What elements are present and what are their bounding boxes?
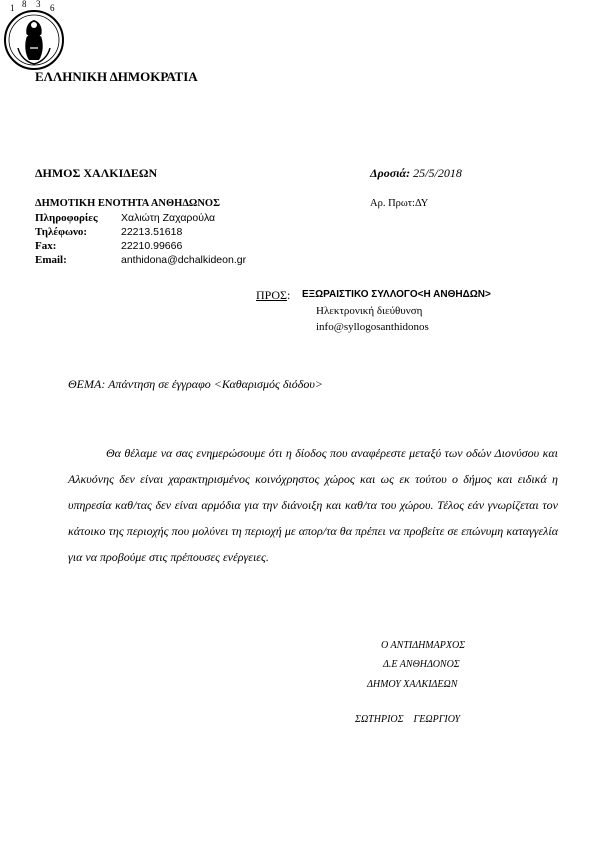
contact-value: anthidona@dchalkideon.gr [121,254,247,266]
recipient-email: info@syllogosanthidonos [316,321,429,333]
contact-value: 22210.99666 [121,240,183,252]
municipal-seal [0,0,68,72]
letter-body: Θα θέλαμε να σας ενημερώσουμε ότι η δίοδος που αναφέρεστε μεταξύ των οδών Διονύσου και Αλκυόνης δεν είναι χαρακτηρισμένος κοινόχρηστος χώρος και ως εκ τούτου ο δήμος και ειδικά η υπηρεσία καθ/τας δεν είναι αρμόδια για την διάνοιξη και καθ/τα του χώρου. Τέλος εάν γνωρίζεται τον κάτοικο της περιοχής που μολύνει τη περιοχή με απορ/τα θα πρέπει να προβείτε σε επώνυμη καταγγελία για να προβούμε στις πρέπουσες ενέργειες. [68,446,558,564]
date-label: Δροσιά: [370,166,411,180]
subject-line: ΘΕΜΑ: Απάντηση σε έγγραφο <Καθαρισμός διόδου> [68,377,323,391]
country-heading: ΕΛΛΗΝΙΚΗ ΔΗΜΟΚΡΑΤΙΑ [35,69,198,84]
signature-municipality: ΔΗΜΟΥ ΧΑΛΚΙΔΕΩΝ [367,679,458,690]
date-value: 25/5/2018 [413,166,462,180]
svg-text:1: 1 [10,3,15,13]
protocol-number: Αρ. Πρωτ:ΔΥ [370,198,429,209]
municipality-heading: ΔΗΜΟΣ ΧΑΛΚΙΔΕΩΝ [35,166,158,180]
contact-row-phone [35,226,182,238]
contact-row-fax [35,240,182,252]
contact-label: Fax: [35,240,57,252]
contact-row-info [35,212,215,224]
contact-row-email [35,254,246,266]
contact-label: Τηλέφωνο: [35,226,88,238]
signature-title: Ο ΑΝΤΙΔΗΜΑΡΧΟΣ [381,640,466,651]
signature-unit: Δ.Ε ΑΝΘΗΔΟΝΟΣ [383,659,460,670]
svg-text:3: 3 [36,0,41,9]
contact-value: 22213.51618 [121,226,183,238]
recipient-name: ΕΞΩΡΑΙΣΤΙΚΟ ΣΥΛΛΟΓΟ<Η ΑΝΘΗΔΩΝ> [302,289,491,300]
recipient-label: ΠΡΟΣ [256,288,287,302]
recipient-address-label: Ηλεκτρονική διεύθυνση [316,305,423,317]
signature-name: ΣΩΤΗΡΙΟΣ ΓΕΩΡΓΙΟΥ [355,714,461,725]
svg-text:8: 8 [22,0,27,9]
svg-text:6: 6 [50,3,55,13]
contact-label: Πληροφορίες [35,212,98,224]
date-line [370,166,462,181]
unit-heading: ΔΗΜΟΤΙΚΗ ΕΝΟΤΗΤΑ ΑΝΘΗΔΩΝΟΣ [35,198,220,209]
contact-value: Χαλιώτη Ζαχαρούλα [121,212,216,224]
contact-label: Email: [35,254,67,266]
recipient-line: ΠΡΟΣ: [256,288,291,302]
